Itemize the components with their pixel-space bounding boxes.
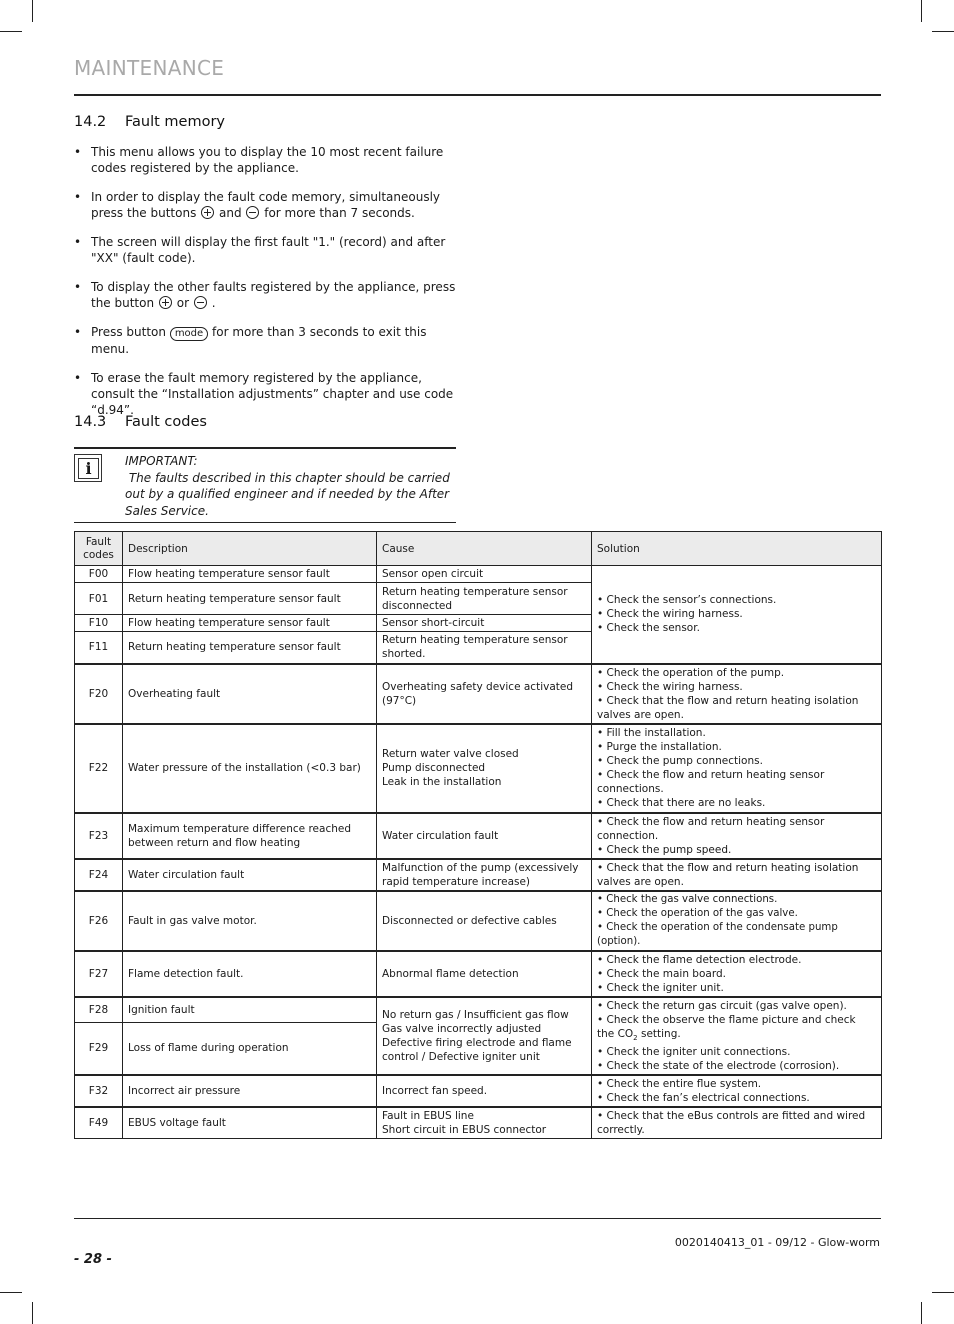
minus-button-icon — [246, 206, 259, 219]
note-divider — [74, 522, 456, 523]
fault-code: F26 — [75, 891, 123, 951]
plus-button-icon — [159, 296, 172, 309]
fault-cause: Water circulation fault — [377, 813, 592, 859]
table-row — [75, 566, 882, 583]
table-row — [75, 813, 882, 859]
fault-code: F00 — [75, 566, 123, 583]
note-body: The faults described in this chapter should be carried out by a qualified engineer and if needed by the After Sales Service. — [125, 470, 454, 518]
fault-memory-list — [74, 144, 460, 431]
fault-code: F24 — [75, 859, 123, 891]
list-item — [74, 279, 460, 311]
fault-code: F22 — [75, 724, 123, 813]
table-header-row — [75, 532, 882, 566]
fault-solution: • Check that the flow and return heating isolation valves are open. — [592, 859, 882, 891]
fault-solution: • Check the flow and return heating sensor connection. • Check the pump speed. — [592, 813, 882, 859]
fault-description: Ignition fault — [123, 997, 377, 1023]
table-row — [75, 1075, 882, 1107]
fault-code: F01 — [75, 583, 123, 615]
subscript: 2 — [633, 1033, 638, 1042]
fault-solution: • Check the flame detection electrode. • Check the main board. • Check the igniter unit. — [592, 951, 882, 997]
heading-text: Fault memory — [125, 114, 225, 130]
fault-memory-heading — [74, 114, 225, 130]
fault-cause: Overheating safety device activated (97°C) — [377, 664, 592, 724]
plus-button-icon — [201, 206, 214, 219]
table-row — [75, 664, 882, 724]
fault-description: Flow heating temperature sensor fault — [123, 566, 377, 583]
fault-cause: Sensor open circuit — [377, 566, 592, 583]
list-item-text: Press button — [91, 325, 166, 339]
crop-mark — [932, 1292, 954, 1293]
section-title: MAINTENANCE — [74, 56, 225, 80]
fault-code: F10 — [75, 615, 123, 632]
fault-cause: Fault in EBUS line Short circuit in EBUS connector — [377, 1107, 592, 1139]
fault-description: EBUS voltage fault — [123, 1107, 377, 1139]
heading-number: 14.2 — [74, 114, 107, 130]
note-label: IMPORTANT: — [125, 454, 198, 468]
fault-solution: • Check that the eBus controls are fitted and wired correctly. — [592, 1107, 882, 1139]
fault-cause: Return heating temperature sensor shorted. — [377, 632, 592, 664]
fault-code: F49 — [75, 1107, 123, 1139]
fault-description: Water pressure of the installation (<0.3 bar) — [123, 724, 377, 813]
fault-cause: Disconnected or defective cables — [377, 891, 592, 951]
fault-solution: • Fill the installation. • Purge the installation. • Check the pump connections. • Check the flow and return heating sensor connections. • Check that there are no leaks. — [592, 724, 882, 813]
table-row — [75, 1107, 882, 1139]
table-row — [75, 951, 882, 997]
minus-button-icon — [194, 296, 207, 309]
fault-cause: Return heating temperature sensor disconnected — [377, 583, 592, 615]
fault-solution: • Check the operation of the pump. • Check the wiring harness. • Check that the flow and return heating isolation valves are open. — [592, 664, 882, 724]
fault-solution: • Check the entire flue system. • Check the fan’s electrical connections. — [592, 1075, 882, 1107]
list-item-text: The screen will display the first fault "1." (record) and after "XX" (fault code). — [91, 235, 446, 265]
fault-description: Water circulation fault — [123, 859, 377, 891]
column-header-solution: Solution — [592, 532, 882, 566]
fault-cause: Return water valve closed Pump disconnected Leak in the installation — [377, 724, 592, 813]
fault-codes-table — [74, 531, 882, 1139]
fault-code: F27 — [75, 951, 123, 997]
crop-mark — [921, 0, 922, 22]
list-item — [74, 234, 460, 266]
fault-cause: Incorrect fan speed. — [377, 1075, 592, 1107]
fault-description: Loss of flame during operation — [123, 1023, 377, 1075]
list-item-text: and — [218, 206, 242, 220]
list-item-text: for more than 3 seconds to exit this menu. — [91, 325, 427, 356]
fault-cause: No return gas / Insufficient gas flow Gas valve incorrectly adjusted Defective firing electrode and flame control / Defective igniter unit — [377, 997, 592, 1075]
list-item-text: for more than 7 seconds. — [264, 206, 415, 220]
fault-cause: Abnormal flame detection — [377, 951, 592, 997]
fault-code: F23 — [75, 813, 123, 859]
fault-code: F28 — [75, 997, 123, 1023]
important-note — [125, 453, 454, 519]
fault-cause: Sensor short-circuit — [377, 615, 592, 632]
table-row — [75, 859, 882, 891]
table-row — [75, 724, 882, 813]
heading-text: Fault codes — [125, 414, 207, 430]
info-icon: i — [74, 454, 102, 482]
column-header-code: Fault codes — [75, 532, 123, 566]
fault-solution — [592, 997, 882, 1075]
list-item-text: or — [176, 296, 190, 310]
footer-divider — [74, 1218, 881, 1219]
crop-mark — [921, 1302, 922, 1324]
list-item-text: To display the other faults registered by the appliance, press the button — [91, 280, 456, 310]
fault-solution: • Check the sensor’s connections. • Check the wiring harness. • Check the sensor. — [592, 566, 882, 664]
page-number: - 28 - — [74, 1252, 112, 1267]
fault-cause: Malfunction of the pump (excessively rapid temperature increase) — [377, 859, 592, 891]
table-row — [75, 997, 882, 1023]
list-item — [74, 370, 460, 418]
fault-description: Return heating temperature sensor fault — [123, 583, 377, 615]
fault-description: Return heating temperature sensor fault — [123, 632, 377, 664]
header-divider — [74, 94, 881, 96]
fault-codes-heading — [74, 414, 207, 430]
fault-description: Incorrect air pressure — [123, 1075, 377, 1107]
note-divider — [74, 447, 456, 449]
crop-mark — [0, 1292, 22, 1293]
list-item — [74, 144, 460, 176]
list-item — [74, 189, 460, 221]
fault-code: F29 — [75, 1023, 123, 1075]
column-header-cause: Cause — [377, 532, 592, 566]
heading-number: 14.3 — [74, 414, 107, 430]
fault-code: F32 — [75, 1075, 123, 1107]
fault-description: Overheating fault — [123, 664, 377, 724]
list-item — [74, 324, 460, 357]
list-item-text: . — [211, 296, 216, 310]
list-item-text: In order to display the fault code memory, simultaneously press the buttons — [91, 190, 441, 220]
table-row — [75, 891, 882, 951]
fault-description: Flame detection fault. — [123, 951, 377, 997]
column-header-description: Description — [123, 532, 377, 566]
document-reference: 0020140413_01 - 09/12 - Glow-worm — [674, 1236, 880, 1249]
crop-mark — [32, 0, 33, 22]
fault-description: Flow heating temperature sensor fault — [123, 615, 377, 632]
crop-mark — [932, 31, 954, 32]
fault-description: Maximum temperature difference reached between return and flow heating — [123, 813, 377, 859]
list-item-text: To erase the fault memory registered by the appliance, consult the “Installation adjustments” chapter and use code “d.94”. — [91, 371, 454, 417]
fault-code: F11 — [75, 632, 123, 664]
solution-text: setting. • Check the igniter unit connections. • Check the state of the electrode (corrosion). — [597, 1027, 840, 1072]
solution-text: • Check the return gas circuit (gas valve open). • Check the observe the flame picture and check the CO — [597, 999, 856, 1040]
fault-solution: • Check the gas valve connections. • Check the operation of the gas valve. • Check the operation of the condensate pump (option). — [592, 891, 882, 951]
crop-mark — [32, 1302, 33, 1324]
fault-description: Fault in gas valve motor. — [123, 891, 377, 951]
list-item-text: This menu allows you to display the 10 most recent failure codes registered by the appliance. — [91, 145, 444, 175]
mode-button-icon: mode — [170, 327, 208, 341]
fault-code: F20 — [75, 664, 123, 724]
crop-mark — [0, 31, 22, 32]
